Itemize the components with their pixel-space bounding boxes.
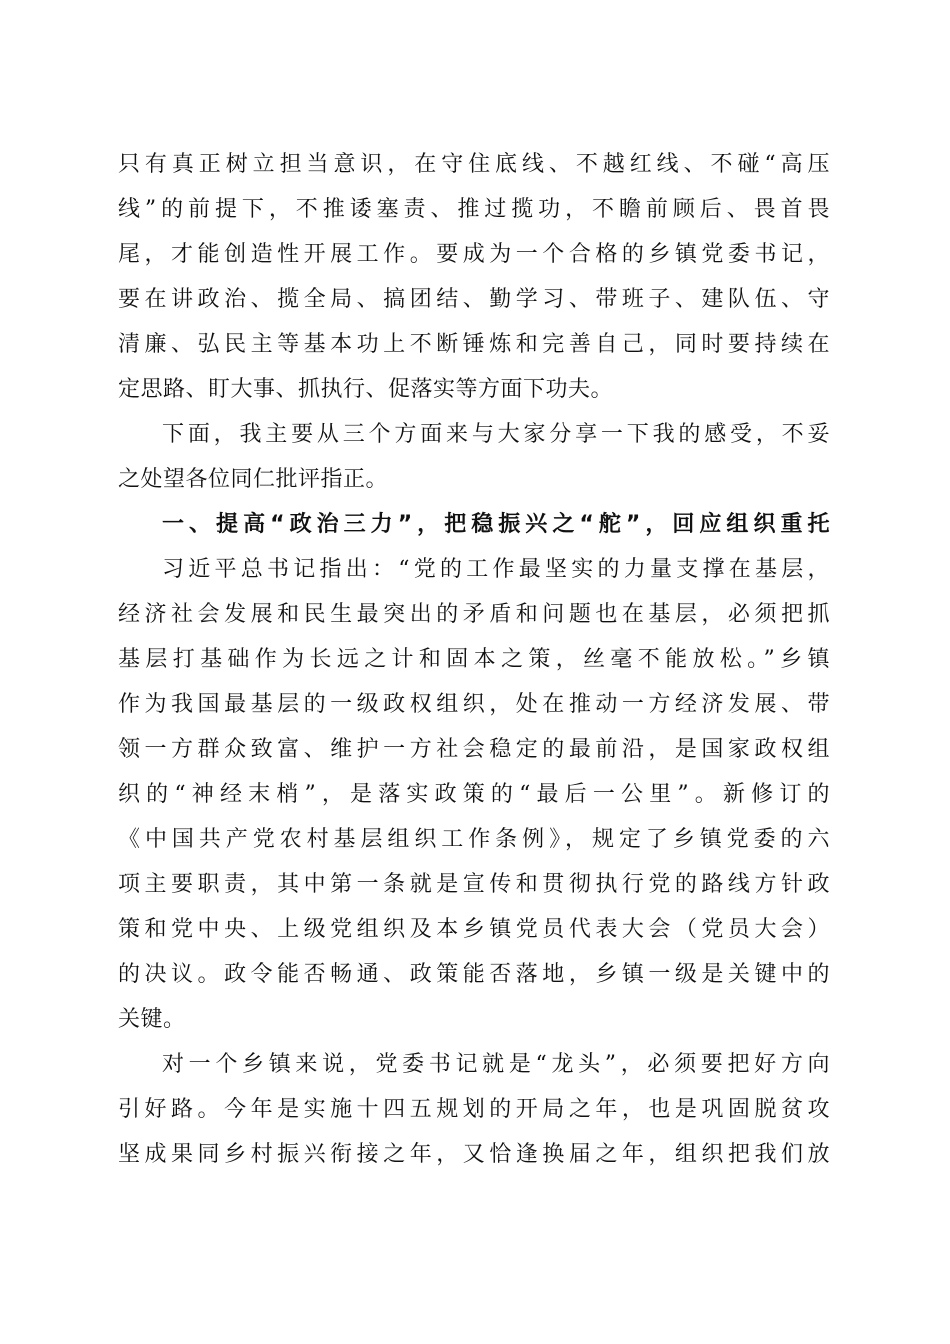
document-body (118, 142, 830, 1177)
text-line: 织的“神经末梢”，是落实政策的“最后一公里”。新修订的 (118, 782, 830, 807)
text-line: 引好路。今年是实施十四五规划的开局之年，也是巩固脱贫攻 (118, 1097, 830, 1122)
text-line: 的决议。政令能否畅通、政策能否落地，乡镇一级是关键中的 (118, 962, 830, 987)
text-line: 坚成果同乡村振兴衔接之年，又恰逢换届之年，组织把我们放 (118, 1142, 830, 1167)
text-line: 之处望各位同仁批评指正。 (118, 467, 389, 492)
section-heading: 一、提高“政治三力”，把稳振兴之“舵”，回应组织重托 (162, 512, 830, 537)
text-line: 线”的前提下，不推诿塞责、推过揽功，不瞻前顾后、畏首畏 (118, 197, 830, 222)
text-line: 尾，才能创造性开展工作。要成为一个合格的乡镇党委书记， (118, 242, 830, 267)
text-line: 关键。 (118, 1007, 186, 1032)
text-line: 作为我国最基层的一级政权组织，处在推动一方经济发展、带 (118, 692, 830, 717)
text-line: 经济社会发展和民生最突出的矛盾和问题也在基层，必须把抓 (118, 602, 830, 627)
text-line: 定思路、盯大事、抓执行、促落实等方面下功夫。 (118, 377, 614, 402)
text-line: 领一方群众致富、维护一方社会稳定的最前沿，是国家政权组 (118, 737, 830, 762)
text-line: 清廉、弘民主等基本功上不断锤炼和完善自己，同时要持续在 (118, 332, 830, 357)
text-line: 要在讲政治、揽全局、搞团结、勤学习、带班子、建队伍、守 (118, 287, 830, 312)
text-line: 项主要职责，其中第一条就是宣传和贯彻执行党的路线方针政 (118, 872, 830, 897)
text-line: 《中国共产党农村基层组织工作条例》，规定了乡镇党委的六 (118, 827, 830, 852)
text-line: 下面，我主要从三个方面来与大家分享一下我的感受，不妥 (162, 422, 830, 447)
text-line: 只有真正树立担当意识，在守住底线、不越红线、不碰“高压 (118, 152, 830, 177)
text-line: 策和党中央、上级党组织及本乡镇党员代表大会（党员大会） (118, 917, 830, 942)
text-line: 基层打基础作为长远之计和固本之策，丝毫不能放松。”乡镇 (118, 647, 830, 672)
text-line: 习近平总书记指出：“党的工作最坚实的力量支撑在基层， (162, 557, 830, 582)
text-line: 对一个乡镇来说，党委书记就是“龙头”，必须要把好方向 (162, 1052, 830, 1077)
